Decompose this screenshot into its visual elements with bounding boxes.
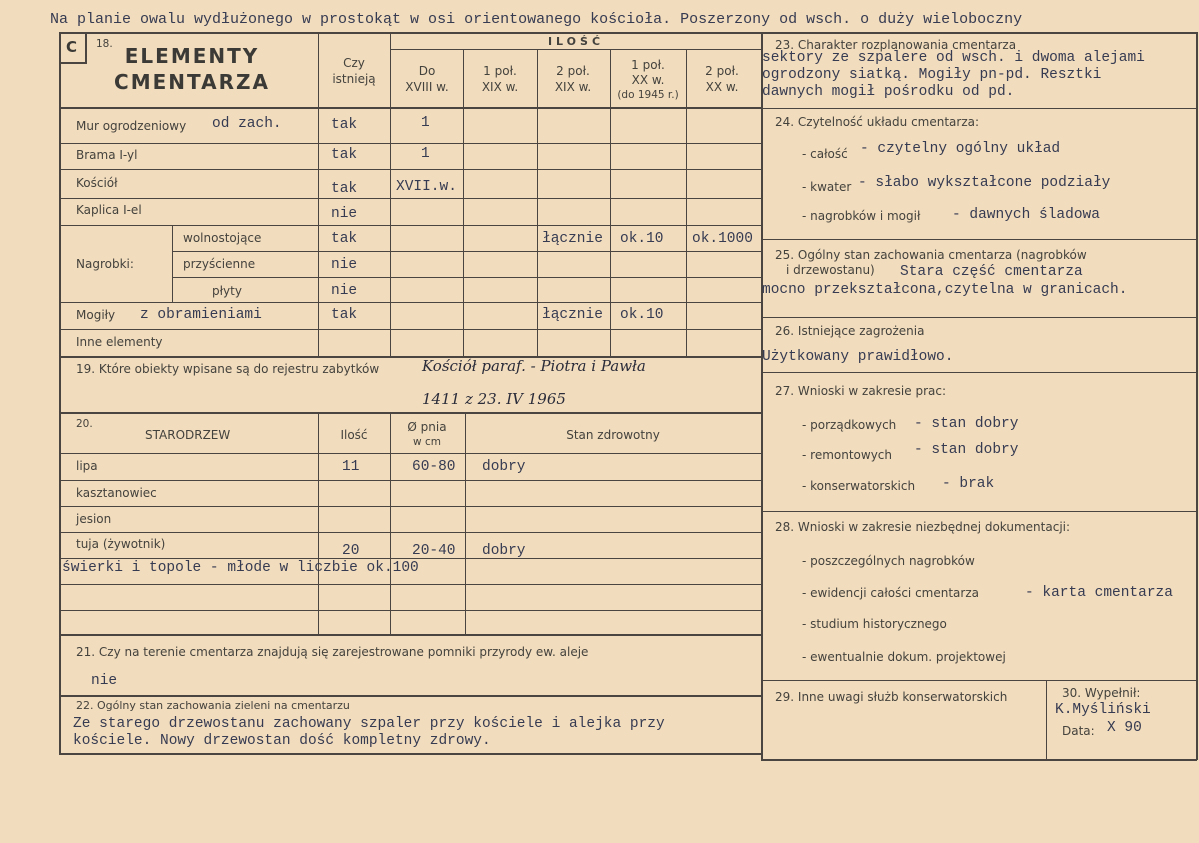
row-mogily-czy: tak <box>331 307 358 323</box>
s30-name: K.Myśliński <box>1055 702 1151 718</box>
col-czy-line2: istnieją <box>332 72 376 86</box>
s27-porzadkowych-value: - stan dobry <box>914 416 1019 432</box>
s28-projektowej: - ewentualnie dokum. projektowej <box>802 650 1006 664</box>
s25-label-line2: i drzewostanu) <box>786 263 875 277</box>
row-mogily-lacznie: łącznie <box>542 307 603 323</box>
s28-studium: - studium historycznego <box>802 617 947 631</box>
row-mur-note: od zach. <box>212 116 282 132</box>
s28-ewidencji: - ewidencji całości cmentarza <box>802 586 979 600</box>
s20-number: 20. <box>76 418 93 430</box>
s18-number: 18. <box>96 38 113 50</box>
s29-label: 29. Inne uwagi służb konserwatorskich <box>775 690 1008 704</box>
row-przysc-label: przyścienne <box>183 257 256 271</box>
s25-value-line1: Stara część cmentarza <box>900 264 1083 280</box>
s26-label: 26. Istniejące zagrożenia <box>775 324 925 338</box>
row-mogily-v1: ok.10 <box>620 307 664 323</box>
s19-label: 19. Które obiekty wpisane są do rejestru zabytków <box>76 362 380 376</box>
s24-calosc: - całość <box>802 147 848 161</box>
row-wolno-label: wolnostojące <box>183 231 262 245</box>
col-1pol19-line1: 1 poł. <box>483 64 517 78</box>
col-2pol20-line1: 2 poł. <box>705 64 739 78</box>
tree-lipa-ilosc: 11 <box>342 459 360 475</box>
s18-title-line2: CMENTARZA <box>114 70 270 94</box>
s27-porzadkowych: - porządkowych <box>802 418 897 432</box>
s23-line1: sektory ze szpalere od wsch. i dwoma alejami <box>762 50 1145 66</box>
s24-kwater: - kwater <box>802 180 852 194</box>
col-1pol20-line2: XX w. <box>631 73 665 87</box>
row-kaplica-czy: nie <box>331 206 358 222</box>
s25-value-line2: mocno przekształcona,czytelna w granicach. <box>762 282 1128 298</box>
s20-col-pnia-line1: Ø pnia <box>407 420 447 434</box>
section-letter: C <box>66 38 78 56</box>
col-2pol19-line1: 2 poł. <box>556 64 590 78</box>
s27-konserwatorskich-value: - brak <box>942 476 995 492</box>
row-plyty-czy: nie <box>331 283 358 299</box>
top-note: Na planie owalu wydłużonego w prostokąt w osi orientowanego kościoła. Poszerzony od wsch. o duży wieloboczny <box>50 11 1023 28</box>
tree-row-lipa: lipa <box>76 459 98 473</box>
col-do18-line2: XVIII w. <box>405 80 449 94</box>
s20-title: STARODRZEW <box>145 428 231 442</box>
s19-handwritten-line1: Kościół paraf. - Piotra i Pawła <box>422 357 646 375</box>
s20-col-pnia-line2: w cm <box>413 436 441 448</box>
trees-extra-note: świerki i topole - młode w liczbie ok.100 <box>62 560 419 576</box>
tree-row-tuja: tuja (żywotnik) <box>76 537 166 551</box>
col-1pol20-line3: (do 1945 r.) <box>617 89 679 101</box>
tree-lipa-stan: dobry <box>482 459 526 475</box>
s24-nagrobkow-value: - dawnych śladowa <box>952 207 1100 223</box>
row-wolno-v1: ok.10 <box>620 231 664 247</box>
s27-remontowych: - remontowych <box>802 448 892 462</box>
s26-value: Użytkowany prawidłowo. <box>762 349 954 365</box>
s28-nagrobkow: - poszczególnych nagrobków <box>802 554 975 568</box>
row-plyty-label: płyty <box>212 284 242 298</box>
tree-tuja-stan: dobry <box>482 543 526 559</box>
row-nagrobki-label: Nagrobki: <box>76 257 134 271</box>
s23-line2: ogrodzony siatką. Mogiły pn-pd. Resztki <box>762 67 1102 83</box>
s27-konserwatorskich: - konserwatorskich <box>802 479 916 493</box>
col-do18-line1: Do <box>418 64 436 78</box>
row-inne-label: Inne elementy <box>76 335 163 349</box>
row-wolno-v2: ok.1000 <box>692 231 753 247</box>
row-mogily-note: z obramieniami <box>140 307 262 323</box>
s24-kwater-value: - słabo wykształcone podziały <box>858 175 1111 191</box>
row-mur-czy: tak <box>331 117 358 133</box>
row-brama-czy: tak <box>331 147 358 163</box>
s22-label: 22. Ogólny stan zachowania zieleni na cmentarzu <box>76 699 350 712</box>
col-2pol19-line2: XIX w. <box>554 80 592 94</box>
s25-label-line1: 25. Ogólny stan zachowania cmentarza (nagrobków <box>775 248 1087 262</box>
col-1pol20-line1: 1 poł. <box>631 58 665 72</box>
col-1pol19-line2: XIX w. <box>481 80 519 94</box>
s27-remontowych-value: - stan dobry <box>914 442 1019 458</box>
s22-line2: kościele. Nowy drzewostan dość kompletny zdrowy. <box>73 733 491 749</box>
tree-lipa-pnia: 60-80 <box>412 459 456 475</box>
row-mogily-label: Mogiły <box>76 308 116 322</box>
s18-title-line1: ELEMENTY <box>124 44 260 68</box>
tree-row-jesion: jesion <box>76 512 112 526</box>
s23-line3: dawnych mogił pośrodku od pd. <box>762 84 1015 100</box>
row-brama-do18: 1 <box>421 146 430 162</box>
s24-nagrobkow: - nagrobków i mogił <box>802 209 921 223</box>
row-kaplica-label: Kaplica I-el <box>76 203 142 217</box>
col-czy-line1: Czy <box>343 56 365 70</box>
s27-label: 27. Wnioski w zakresie prac: <box>775 384 947 398</box>
s30-label: 30. Wypełnił: <box>1062 686 1141 700</box>
s24-calosc-value: - czytelny ogólny układ <box>860 141 1061 157</box>
col-ilosc-header: ILOŚĆ <box>547 35 605 48</box>
s28-ewidencji-value: - karta cmentarza <box>1025 585 1173 601</box>
s30-date: X 90 <box>1107 720 1142 736</box>
row-wolno-lacznie: łącznie <box>542 231 603 247</box>
s30-date-label: Data: <box>1062 724 1095 738</box>
row-wolno-czy: tak <box>331 231 358 247</box>
row-kosciol-label: Kościół <box>76 176 118 190</box>
s21-label: 21. Czy na terenie cmentarza znajdują się zarejestrowane pomniki przyrody ew. aleje <box>76 645 589 659</box>
s28-label: 28. Wnioski w zakresie niezbędnej dokumentacji: <box>775 520 1071 534</box>
tree-tuja-pnia: 20-40 <box>412 543 456 559</box>
row-mur-label: Mur ogrodzeniowy <box>76 119 187 133</box>
tree-tuja-ilosc: 20 <box>342 543 360 559</box>
row-kosciol-do18: XVII.w. <box>396 179 457 195</box>
row-przysc-czy: nie <box>331 257 358 273</box>
tree-row-kasztanowiec: kasztanowiec <box>76 486 157 500</box>
s23-label: 23. Charakter rozplanowania cmentarza <box>775 38 1017 52</box>
s24-label: 24. Czytelność układu cmentarza: <box>775 115 980 129</box>
col-2pol20-line2: XX w. <box>705 80 739 94</box>
s20-col-stan: Stan zdrowotny <box>566 428 660 442</box>
s20-col-ilosc: Ilość <box>340 428 368 442</box>
row-mur-do18: 1 <box>421 115 430 131</box>
s22-line1: Ze starego drzewostanu zachowany szpaler przy kościele i alejka przy <box>73 716 665 732</box>
row-brama-label: Brama I-yl <box>76 148 138 162</box>
row-kosciol-czy: tak <box>331 181 358 197</box>
s21-answer: nie <box>91 673 118 689</box>
s19-handwritten-line2: 1411 z 23. IV 1965 <box>422 390 566 408</box>
